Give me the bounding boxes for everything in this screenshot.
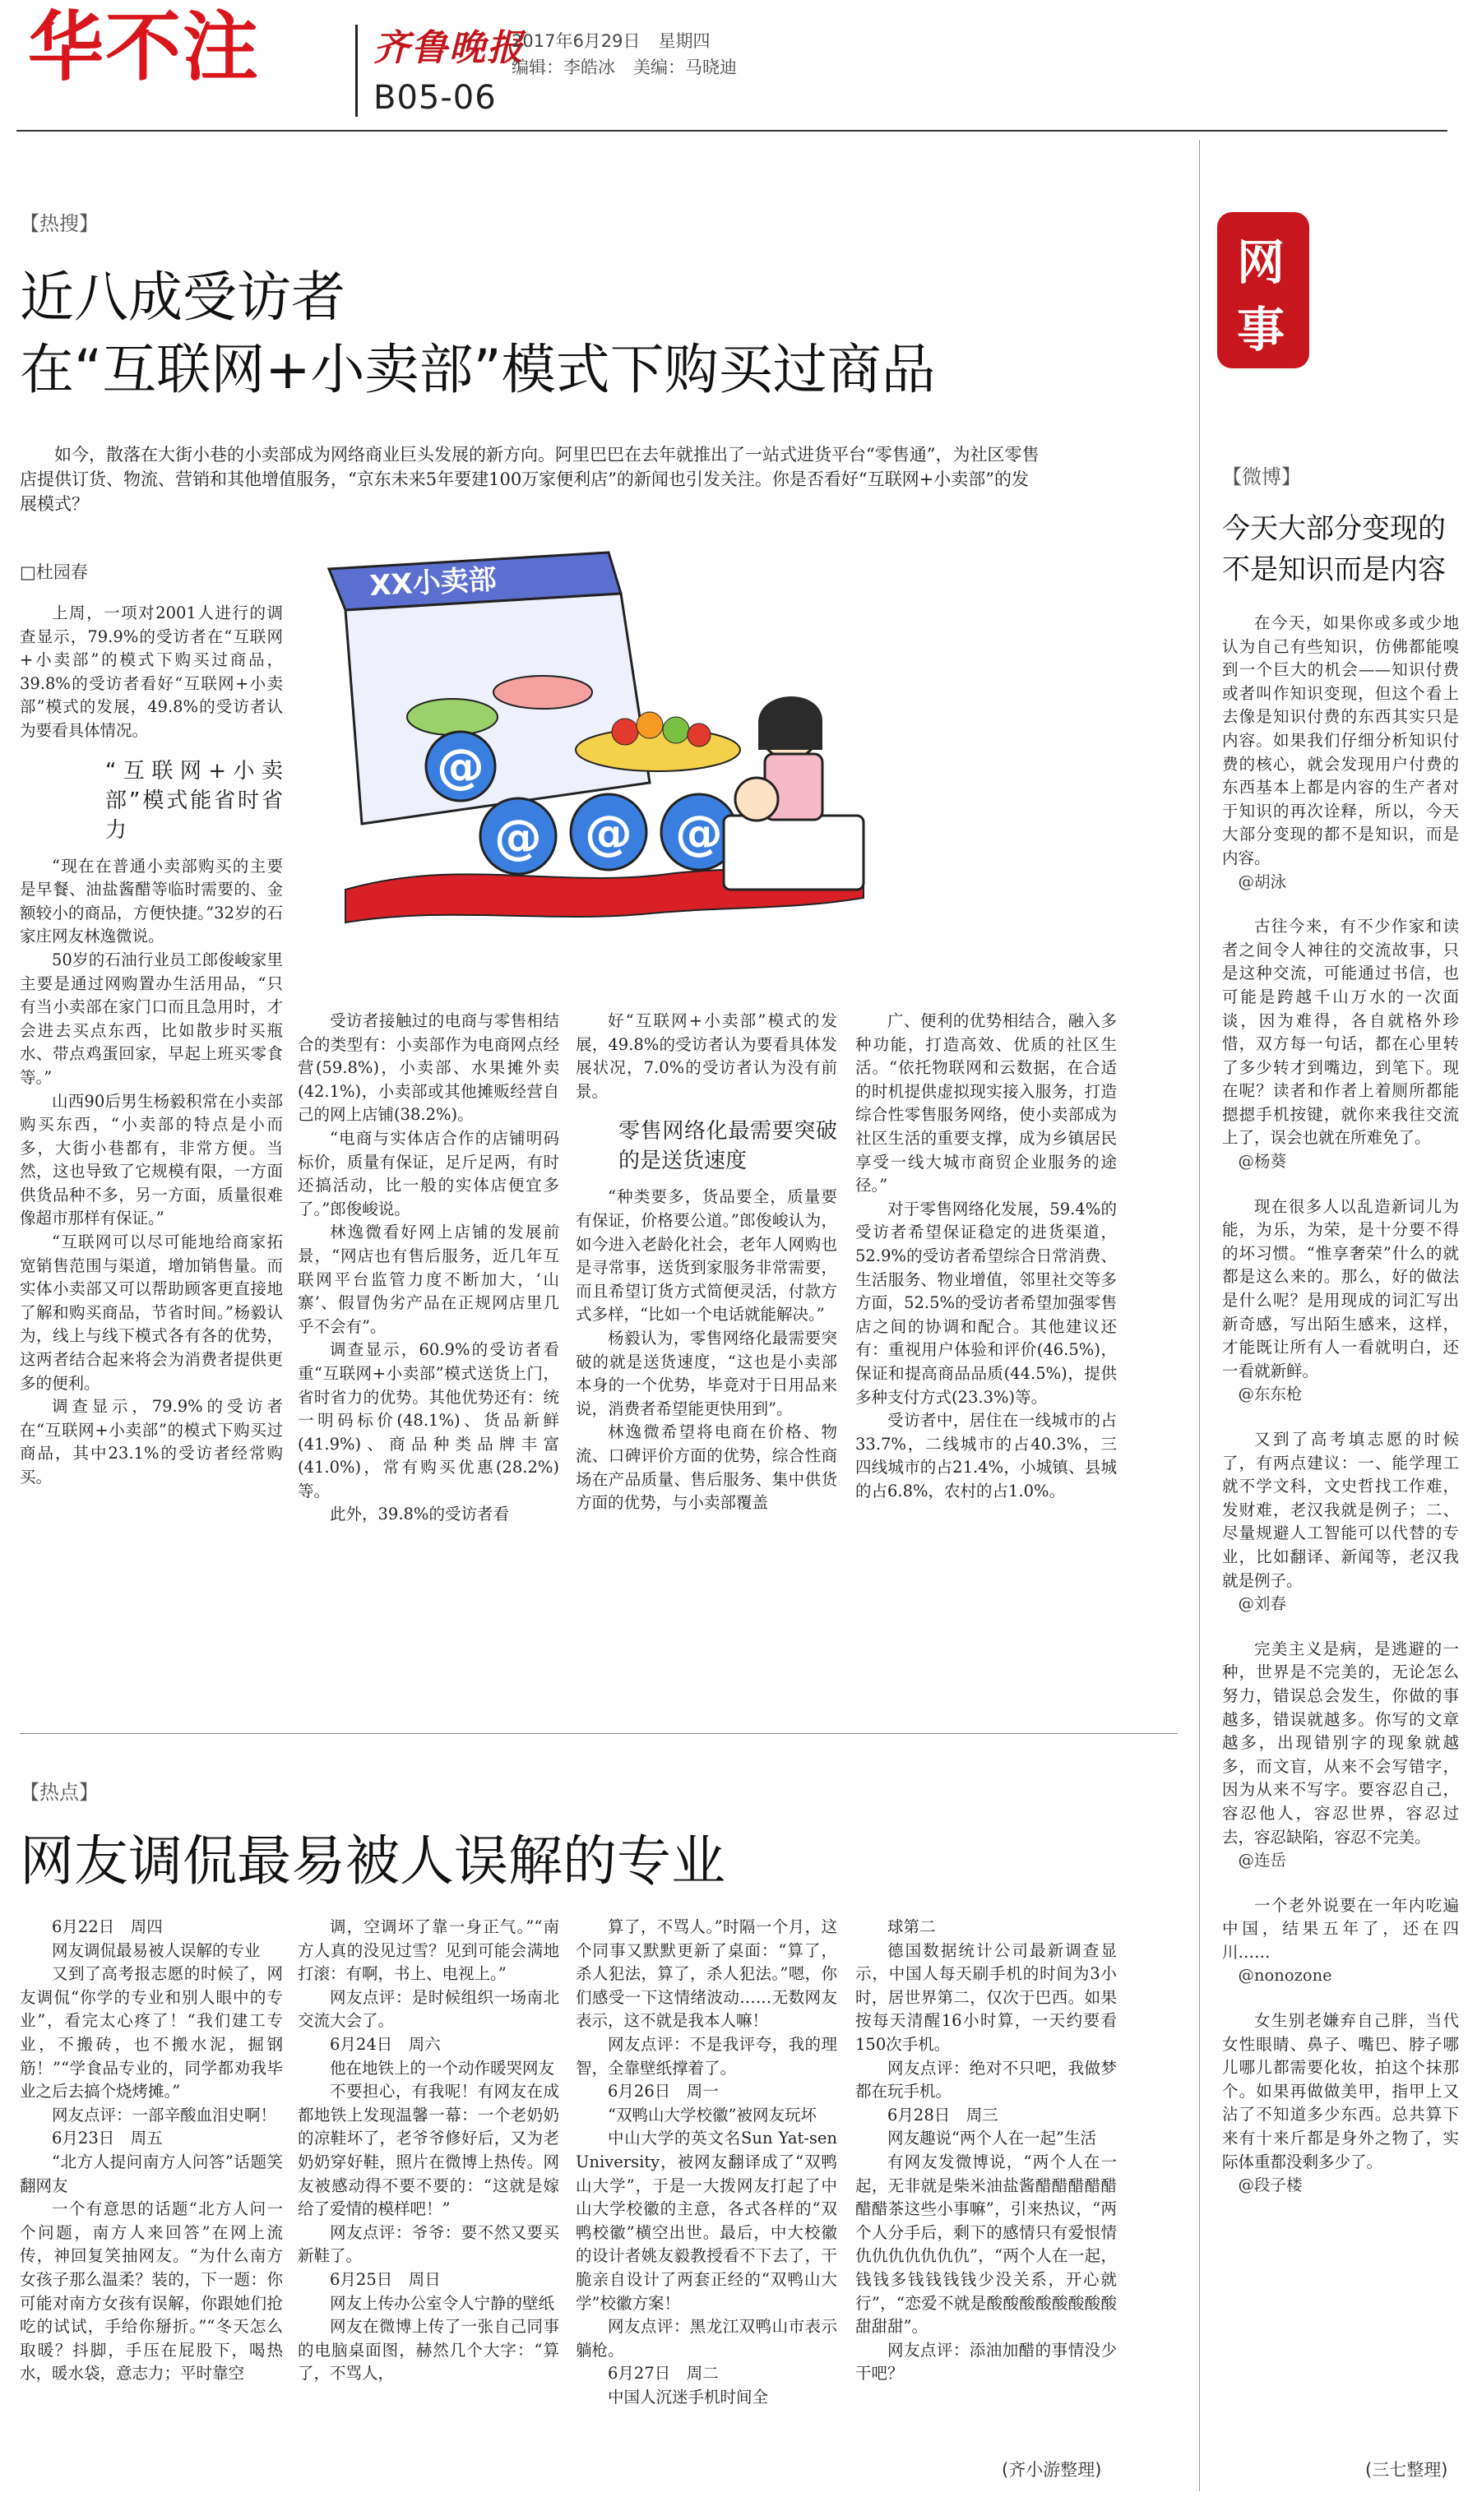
weibo-post: 女生别老嫌弃自己胖，当代女性眼睛、鼻子、嘴巴、脖子哪儿哪儿都需要化妆，拍这个抹那个。如果再做做美甲，指甲上又沾了不知道多少东西。总共算下来有十来斤都是身外之物了，实际体重都没剩多少了。 [1222,2011,1459,2171]
paragraph: 网友点评：一部辛酸血泪史啊！ [52,2105,277,2125]
paragraph: 中山大学的英文名Sun Yat-sen University，被网友翻译成了“双鸭山大学”，于是一大拨网友打起了中山大学校徽的主意，各式各样的“双鸭校徽”横空出世。最后，中大校徽的设计者姚友毅教授看不下去了，干脆亲自设计了两套正经的“双鸭山大学”校徽方案！ [576,2129,837,2313]
page-number: B05-06 [373,79,497,117]
paragraph: 网友点评：添油加醋的事情没少干吧？ [855,2340,1117,2384]
article1-column1 [20,602,283,1490]
paragraph: 受访者接触过的电商与零售相结合的类型有：小卖部作为电商网点经营(59.8%)，小卖部、水果摊外卖(42.1%)，小卖部或其他摊贩经营自己的网上店铺(38.2%)。 [298,1011,559,1125]
paragraph: 好“互联网+小卖部”模式的发展，49.8%的受访者认为要看具体发展状况，7.0%的受访者认为没有前景。 [576,1011,837,1101]
sidebar-tag: 【微博】 [1222,465,1301,488]
article1-column3 [576,1010,837,1515]
article1-lead: 如今，散落在大街小巷的小卖部成为网络商业巨头发展的新方向。阿里巴巴在去年就推出了一站式进货平台“零售通”，为社区零售店提供订货、物流、营销和其他增值服务，“京东未来5年要建100万家便利店”的新闻也引发关注。你是否看好“互联网+小卖部”的发展模式？ [20,445,1040,514]
paragraph: “种类要多，货品要全，质量要有保证，价格要公道。”郎俊峻认为，如今进入老龄化社会，老年人网购也是寻常事，送货到家服务非常需要，而且希望订货方式简便灵活，付款方式多样，“比如一个电话就能解决。” [576,1187,837,1325]
article2-column3 [576,1916,837,2409]
article2-tag: 【热点】 [20,1781,99,1804]
paragraph: 网友点评：不是我评夸，我的理智，全靠壁纸撑着了。 [576,2034,837,2078]
paragraph: “现在在普通小卖部购买的主要是早餐、油盐酱醋等临时需要的、金额较小的商品，方便快捷。”32岁的石家庄网友林逸微说。 [20,856,283,946]
paragraph: 网友点评：黑龙江双鸭山市表示躺枪。 [576,2317,837,2360]
article1-headline-line1: 近八成受访者 [20,266,345,329]
paragraph: 球第二 [887,1917,936,1936]
svg-text:@: @ [675,805,723,861]
stamp-char-1: 网 [1237,234,1285,290]
article2-credit: (齐小游整理) [1002,2460,1102,2480]
date-heading: 6月26日 周一 [608,2082,719,2102]
weibo-author: @段子楼 [1238,2176,1303,2195]
section-title: 华不注 [28,3,261,91]
weibo-author: @连岳 [1238,1851,1287,1870]
weibo-author: @东东枪 [1238,1385,1303,1404]
paragraph: 网友上传办公室令人宁静的壁纸 [330,2293,555,2313]
masthead-rule [16,130,1447,132]
weibo-author: @胡泳 [1238,872,1287,891]
article-separator [20,1733,1178,1734]
article1-byline: □杜园春 [20,562,88,582]
date-heading: 6月24日 周六 [330,2034,441,2054]
paragraph: 调查显示，79.9%的受访者在“互联网+小卖部”的模式下购买过商品，其中23.1%的受访者经常购买。 [20,1397,283,1487]
svg-text:@: @ [494,809,542,865]
weibo-author: @刘春 [1238,1594,1287,1614]
paragraph: 网友点评：是时候组织一场南北交流大会了。 [298,1987,559,2031]
sidebar-divider [1199,140,1200,2491]
weibo-post: 在今天，如果你或多或少地认为自己有些知识，仿佛都能嗅到一个巨大的机会——知识付费或者叫作知识变现，但这个看上去像是知识付费的东西其实只是内容。如果我们仔细分析知识付费的核心，就会发现用户付费的东西基本上都是内容的生产者对于知识的再次诠释，所以，今天大部分变现的都不是知识，而是内容。 [1222,613,1459,867]
paragraph: 网友趣说“两个人在一起”生活 [887,2129,1096,2148]
article2-headline: 网友调侃最易被人误解的专业 [20,1829,725,1893]
date-heading: 6月23日 周五 [52,2129,163,2148]
article1-subhead2: 零售网络化最需要突破的是送货速度 [618,1119,837,1174]
article1-subhead1: “互联网+小卖部”模式能省时省力 [105,758,283,843]
paragraph: 林逸微看好网上店铺的发展前景，“网店也有售后服务，近几年互联网平台监管力度不断加大，‘山寨’、假冒伪劣产品在正规网店里几乎不会有”。 [298,1223,559,1336]
masthead-meta [512,28,755,81]
article1-tag: 【热搜】 [20,212,99,235]
svg-text:@: @ [585,805,632,861]
paragraph: 不要担心，有我呢！有网友在成都地铁上发现温馨一幕：一个老奶奶的凉鞋坏了，老爷爷修好后，又为老奶奶穿好鞋，照片在微博上热传。网友被感动得不要不要的：“这就是嫁给了爱情的模样吧！” [298,2082,559,2219]
weibo-post: 古往今来，有不少作家和读者之间令人神往的交流故事，只是这种交流，可能通过书信，也可能是跨越千山万水的一次面谈，因为难得，各自就格外珍惜，双方每一句话，都在心里转了多少转才到嘴边，到笔下。现在呢？读者和作者上着厕所都能摁摁手机按键，就你来我往交流上了，误会也就在所难免了。 [1222,917,1459,1148]
article1-column2 [298,1010,559,1527]
date-heading: 6月28日 周三 [887,2105,998,2125]
paragraph: 林逸微希望将电商在价格、物流、口碑评价方面的优势，综合性商场在产品质量、售后服务、集中供货方面的优势，与小卖部覆盖 [576,1422,837,1513]
stamp-char-2: 事 [1237,302,1285,358]
paragraph: 他在地铁上的一个动作暖哭网友 [330,2058,555,2078]
paragraph: 中国人沉迷手机时间全 [608,2387,769,2407]
editor-credit: 编辑：李皓冰 [512,58,615,77]
article1-headline-line2: 在“互联网+小卖部”模式下购买过商品 [20,338,936,401]
paragraph: 山西90后男生杨毅积常在小卖部购买东西，“小卖部的特点是小而多，大街小巷都有，非常方便。当然，这也导致了它规模有限，一方面供货品种不多，另一方面，质量很难像超市那样有保证。” [20,1091,283,1228]
weibo-post: 又到了高考填志愿的时候了，有两点建议：一、能学理工就不学文科，文史哲找工作难，发财难，老汉我就是例子；二、尽量规避人工智能可以代替的专业，比如翻译、新闻等，老汉我就是例子。 [1222,1430,1459,1590]
paragraph: 对于零售网络化发展，59.4%的受访者希望保证稳定的进货渠道，52.9%的受访者希望综合日常消费、生活服务、物业增值，邻里社交等多方面，52.5%的受访者希望加强零售店之间的协调和配合。其他建议还有：重视用户体验和评价(46.5%)，保证和提高商品品质(44.5%)，提供多种支付方式(23.3%)等。 [855,1199,1117,1407]
article2-column4 [855,1916,1117,2386]
sidebar-stamp [1217,212,1309,368]
article1-illustration [296,544,872,947]
masthead-divider [355,25,358,117]
illustration-shop-label: XX小卖部 [368,562,498,603]
sidebar-headline: 今天大部分变现的不是知识而是内容 [1222,512,1446,586]
paragraph: 一个有意思的话题“北方人问一个问题，南方人来回答”在网上流传，神回复笑抽网友。“为什么南方女孩子那么温柔？装的，下一题：你可能对南方女孩有误解，你跟她们抢吃的试试，手给你掰折。”“冬天怎么取暖？抖脚，手压在屁股下，喝热水，暖水袋，意志力；平时靠空 [20,2199,283,2384]
paragraph: 上周，一项对2001人进行的调查显示，79.9%的受访者在“互联网+小卖部”的模式下购买过商品，39.8%的受访者看好“互联网+小卖部”模式的发展，49.8%的受访者认为要看具体情况。 [20,603,283,740]
issue-weekday: 星期四 [658,31,711,51]
paragraph: “北方人提问南方人问答”话题笑翻网友 [20,2152,283,2195]
weibo-author: @nonozone [1238,1966,1332,1986]
date-heading: 6月27日 周二 [608,2364,719,2384]
paragraph: 广、便利的优势相结合，融入多种功能，打造高效、优质的社区生活。“依托物联网和云数据，在合适的时机提供虚拟现实接入服务，打造综合性零售服务网络，使小卖部成为社区生活的重要支撑，成为乡镇居民享受一线大城市商贸企业服务的途径。” [855,1011,1117,1195]
sidebar-credit: (三七整理) [1365,2460,1448,2480]
paragraph: 受访者中，居住在一线城市的占33.7%，二线城市的占40.3%，三四线城市的占21.4%，小城镇、县城的占6.8%，农村的占1.0%。 [855,1411,1117,1500]
svg-text:@: @ [437,738,484,794]
designer-credit: 美编：马晓迪 [633,58,737,77]
paragraph: 网友调侃最易被人误解的专业 [52,1940,261,1960]
newspaper-logo: 齐鲁晚报 [373,27,525,69]
paragraph: 50岁的石油行业员工郎俊峻家里主要是通过网购置办生活用品，“只有当小卖部在家门口而且急用时，才会进去买点东西，比如散步时买瓶水、带点鸡蛋回家，早起上班买零食等。” [20,950,283,1087]
date-heading: 6月22日 周四 [52,1917,163,1936]
weibo-post: 一个老外说要在一年内吃遍中国，结果五年了，还在四川…… [1222,1895,1459,1962]
weibo-post: 现在很多人以乱造新词儿为能，为乐，为荣，是十分要不得的坏习惯。“惟享奢荣”什么的就都是这么来的。那么，好的做法是什么呢？是用现成的词汇写出新奇感，写出陌生感来，这样，才能既让所有人一看就明白，还一看就新鲜。 [1222,1196,1459,1380]
paragraph: 此外，39.8%的受访者看 [330,1505,509,1524]
article2-column1 [20,1916,283,2386]
paragraph: “双鸭山大学校徽”被网友玩坏 [608,2105,817,2125]
paragraph: 有网友发微博说，“两个人在一起，无非就是柴米油盐酱醋醋醋醋醋醋醋茶这些小事嘛”，引来热议，“两个人分手后，剩下的感情只有爱恨情仇仇仇仇仇仇仇”，“两个人在一起，钱钱多钱钱钱钱少没关系，开心就行”，“恋爱不就是酸酸酸酸酸酸酸酸甜甜甜”。 [855,2152,1117,2337]
paragraph: 杨毅认为，零售网络化最需要突破的就是送货速度，“这也是小卖部本身的一个优势，毕竟对于日用品来说，消费者希望能更快用到”。 [576,1328,837,1418]
paragraph: 调查显示，60.9%的受访者看重“互联网+小卖部”模式送货上门，省时省力的优势。其他优势还有：统一明码标价(48.1%)、货品新鲜(41.9%)、商品种类品牌丰富(41.0%)，常有购买优惠(28.2%)等。 [298,1340,559,1500]
paragraph: “互联网可以尽可能地给商家拓宽销售范围与渠道，增加销售量。而实体小卖部又可以帮助顾客更直接地了解和购买商品，节省时间。”杨毅认为，线上与线下模式各有各的优势，这两者结合起来将会为消费者提供更多的便利。 [20,1232,283,1393]
weibo-post: 完美主义是病，是逃避的一种，世界是不完美的，无论怎么努力，错误总会发生，你做的事越多，错误就越多。你写的文章越多，出现错别字的现象就越多，而文盲，从来不会写错字，因为从来不写字。要容忍自己，容忍他人，容忍世界，容忍过去，容忍缺陷，容忍不完美。 [1222,1639,1459,1847]
weibo-author: @杨葵 [1238,1152,1287,1172]
paragraph: “电商与实体店合作的店铺明码标价，质量有保证，足斤足两，有时还搞活动，比一般的实体店便宜多了。”郎俊峻说。 [298,1128,559,1218]
article1-headline [20,261,1171,406]
sidebar-posts [1222,612,1459,2219]
article1-column4 [855,1010,1117,1503]
paragraph: 网友在微博上传了一张自己同事的电脑桌面图，赫然几个大字：“算了，不骂人， [298,2317,559,2384]
paragraph: 网友点评：绝对不只吧，我做梦都在玩手机。 [855,2058,1117,2102]
paragraph: 又到了高考报志愿的时候了，网友调侃“你学的专业和别人眼中的专业”，看完太心疼了！“我们建工专业，不搬砖，也不搬水泥，掘钢筋！”“学食品专业的，同学都劝我毕业之后去搞个烧烤摊。” [20,1964,283,2102]
article2-column2 [298,1916,559,2386]
issue-date: 2017年6月29日 [512,31,641,51]
paragraph: 网友点评：爷爷：要不然又要买新鞋了。 [298,2222,559,2266]
date-heading: 6月25日 周日 [330,2269,441,2289]
paragraph: 德国数据统计公司最新调查显示，中国人每天刷手机的时间为3小时，居世界第二，仅次于巴西。如果按每天清醒16小时算，一天约要看150次手机。 [855,1940,1117,2054]
paragraph: 调，空调坏了靠一身正气。”“南方人真的没见过雪？见到可能会满地打滚：有啊，书上、电视上。” [298,1917,559,1984]
paragraph: 算了，不骂人。”时隔一个月，这个同事又默默更新了桌面：“算了，杀人犯法，算了，杀人犯法。”嗯，你们感受一下这情绪波动……无数网友表示，这不就是我本人嘛！ [576,1917,837,2031]
